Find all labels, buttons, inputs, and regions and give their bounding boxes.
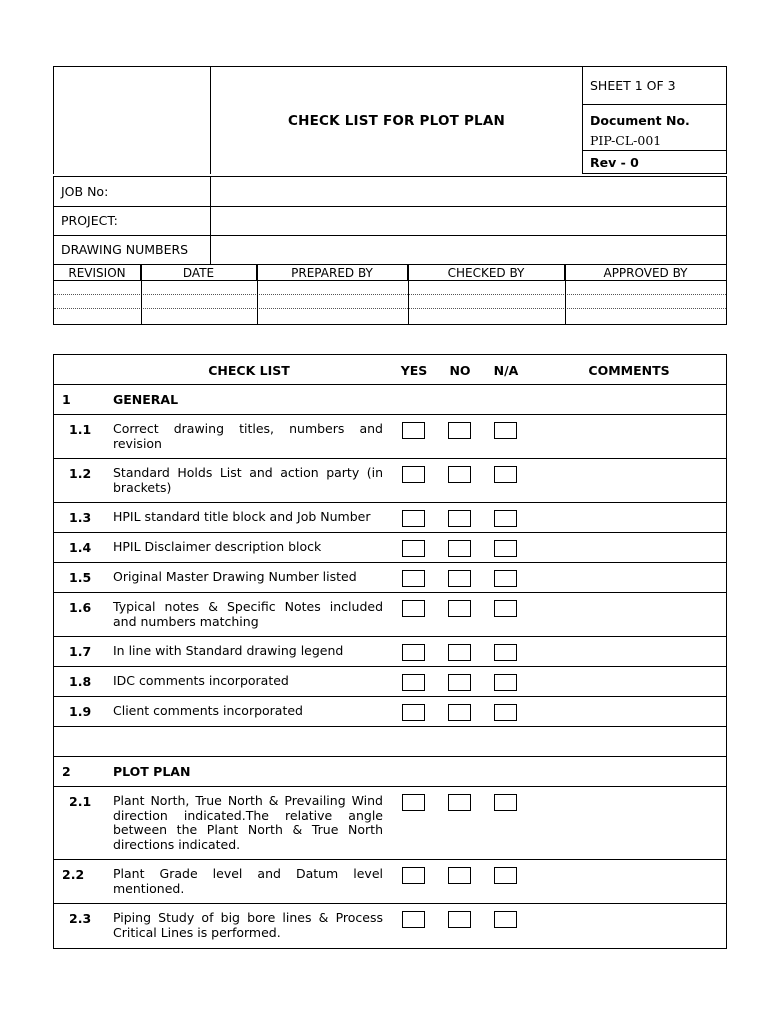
na-checkbox[interactable] <box>494 644 517 661</box>
item-number: 2.2 <box>62 867 85 882</box>
col-divider <box>565 265 566 325</box>
yes-checkbox[interactable] <box>402 911 425 928</box>
drawing-numbers-row <box>54 235 726 265</box>
checklist-item-row <box>54 533 726 563</box>
col-divider <box>141 265 142 325</box>
na-checkbox[interactable] <box>494 540 517 557</box>
item-description: Plant North, True North & Prevailing Wind direction indicated.The relative angle between the Plant North & True North directions indicated. <box>113 793 383 852</box>
section-title: GENERAL <box>113 392 179 407</box>
section-row <box>54 385 726 415</box>
item-number: 1.6 <box>69 600 92 615</box>
approved-by-col: APPROVED BY <box>603 266 688 280</box>
item-description: Plant Grade level and Datum level mentioned. <box>113 866 383 896</box>
checklist-item-row <box>54 697 726 727</box>
no-checkbox[interactable] <box>448 510 471 527</box>
section-row <box>54 757 726 787</box>
item-number: 2.3 <box>69 911 92 926</box>
item-description: Original Master Drawing Number listed <box>113 569 357 584</box>
yes-checkbox[interactable] <box>402 674 425 691</box>
checklist-item-row <box>54 637 726 667</box>
item-description: Standard Holds List and action party (in brackets) <box>113 465 383 495</box>
section-number: 2 <box>62 764 71 779</box>
checklist-item-row <box>54 593 726 637</box>
item-description: Correct drawing titles, numbers and revision <box>113 421 383 451</box>
checklist-table <box>53 354 727 949</box>
yes-checkbox[interactable] <box>402 600 425 617</box>
item-description: Piping Study of big bore lines & Process Critical Lines is performed. <box>113 910 383 940</box>
document-header <box>53 66 727 174</box>
na-checkbox[interactable] <box>494 570 517 587</box>
title-cell <box>211 66 582 174</box>
document-number-label: Document No. <box>590 113 690 128</box>
no-checkbox[interactable] <box>448 466 471 483</box>
na-checkbox[interactable] <box>494 510 517 527</box>
checklist-header-row <box>54 355 726 385</box>
item-description: HPIL standard title block and Job Number <box>113 509 371 524</box>
checklist-item-row <box>54 459 726 503</box>
checklist-item-row <box>54 860 726 904</box>
no-checkbox[interactable] <box>448 600 471 617</box>
yes-checkbox[interactable] <box>402 422 425 439</box>
no-checkbox[interactable] <box>448 422 471 439</box>
document-number-cell <box>583 105 726 151</box>
item-number: 1.7 <box>69 644 92 659</box>
revision-table-header <box>54 265 726 281</box>
col-divider <box>408 265 409 325</box>
date-col: DATE <box>141 265 257 281</box>
no-checkbox[interactable] <box>448 794 471 811</box>
na-checkbox[interactable] <box>494 704 517 721</box>
no-checkbox[interactable] <box>448 644 471 661</box>
yes-checkbox[interactable] <box>402 540 425 557</box>
checklist-item-row <box>54 667 726 697</box>
item-description: HPIL Disclaimer description block <box>113 539 322 554</box>
checklist-item-row <box>54 787 726 860</box>
checklist-header: CHECK LIST <box>208 362 290 378</box>
na-checkbox[interactable] <box>494 674 517 691</box>
no-checkbox[interactable] <box>448 570 471 587</box>
no-checkbox[interactable] <box>448 867 471 884</box>
document-title: CHECK LIST FOR PLOT PLAN <box>288 112 505 129</box>
item-number: 1.2 <box>69 466 92 481</box>
item-description: IDC comments incorporated <box>113 673 289 688</box>
no-checkbox[interactable] <box>448 704 471 721</box>
na-checkbox[interactable] <box>494 794 517 811</box>
project-label: PROJECT: <box>54 206 211 235</box>
revision-col: REVISION <box>54 265 141 281</box>
revision-label: Rev - 0 <box>590 154 639 170</box>
comments-header: COMMENTS <box>588 362 670 378</box>
na-checkbox[interactable] <box>494 422 517 439</box>
logo-cell <box>53 66 211 174</box>
yes-checkbox[interactable] <box>402 570 425 587</box>
yes-checkbox[interactable] <box>402 644 425 661</box>
na-checkbox[interactable] <box>494 867 517 884</box>
yes-checkbox[interactable] <box>402 794 425 811</box>
yes-header: YES <box>400 362 428 378</box>
checklist-item-row <box>54 904 726 948</box>
sheet-info <box>582 66 727 174</box>
item-number: 1.1 <box>69 422 92 437</box>
item-number: 1.5 <box>69 570 92 585</box>
yes-checkbox[interactable] <box>402 466 425 483</box>
no-checkbox[interactable] <box>448 674 471 691</box>
item-description: Typical notes & Specific Notes included and numbers matching <box>113 599 383 629</box>
yes-checkbox[interactable] <box>402 704 425 721</box>
item-number: 1.4 <box>69 540 92 555</box>
col-divider <box>257 265 258 325</box>
blank-row <box>54 727 726 757</box>
item-number: 1.3 <box>69 510 92 525</box>
project-info <box>53 176 727 325</box>
na-checkbox[interactable] <box>494 466 517 483</box>
sheet-number: SHEET 1 OF 3 <box>583 67 726 105</box>
yes-checkbox[interactable] <box>402 867 425 884</box>
revision-row <box>54 281 726 295</box>
checked-by-col: CHECKED BY <box>408 265 565 281</box>
no-header: NO <box>449 362 471 378</box>
job-label: JOB No: <box>54 177 211 206</box>
yes-checkbox[interactable] <box>402 510 425 527</box>
drawing-numbers-label: DRAWING NUMBERS <box>54 235 211 264</box>
item-description: Client comments incorporated <box>113 703 303 718</box>
item-number: 2.1 <box>69 794 92 809</box>
na-header: N/A <box>493 362 519 378</box>
job-row <box>54 177 726 207</box>
section-number: 1 <box>62 392 71 407</box>
prepared-by-col: PREPARED BY <box>257 265 408 281</box>
checklist-item-row <box>54 503 726 533</box>
item-description: In line with Standard drawing legend <box>113 643 344 658</box>
no-checkbox[interactable] <box>448 540 471 557</box>
revision-row <box>54 295 726 309</box>
checklist-item-row <box>54 415 726 459</box>
no-checkbox[interactable] <box>448 911 471 928</box>
item-number: 1.9 <box>69 704 92 719</box>
project-row <box>54 206 726 236</box>
checklist-item-row <box>54 563 726 593</box>
na-checkbox[interactable] <box>494 600 517 617</box>
document-number: PIP-CL-001 <box>590 133 662 148</box>
na-checkbox[interactable] <box>494 911 517 928</box>
item-number: 1.8 <box>69 674 92 689</box>
section-title: PLOT PLAN <box>113 764 191 779</box>
